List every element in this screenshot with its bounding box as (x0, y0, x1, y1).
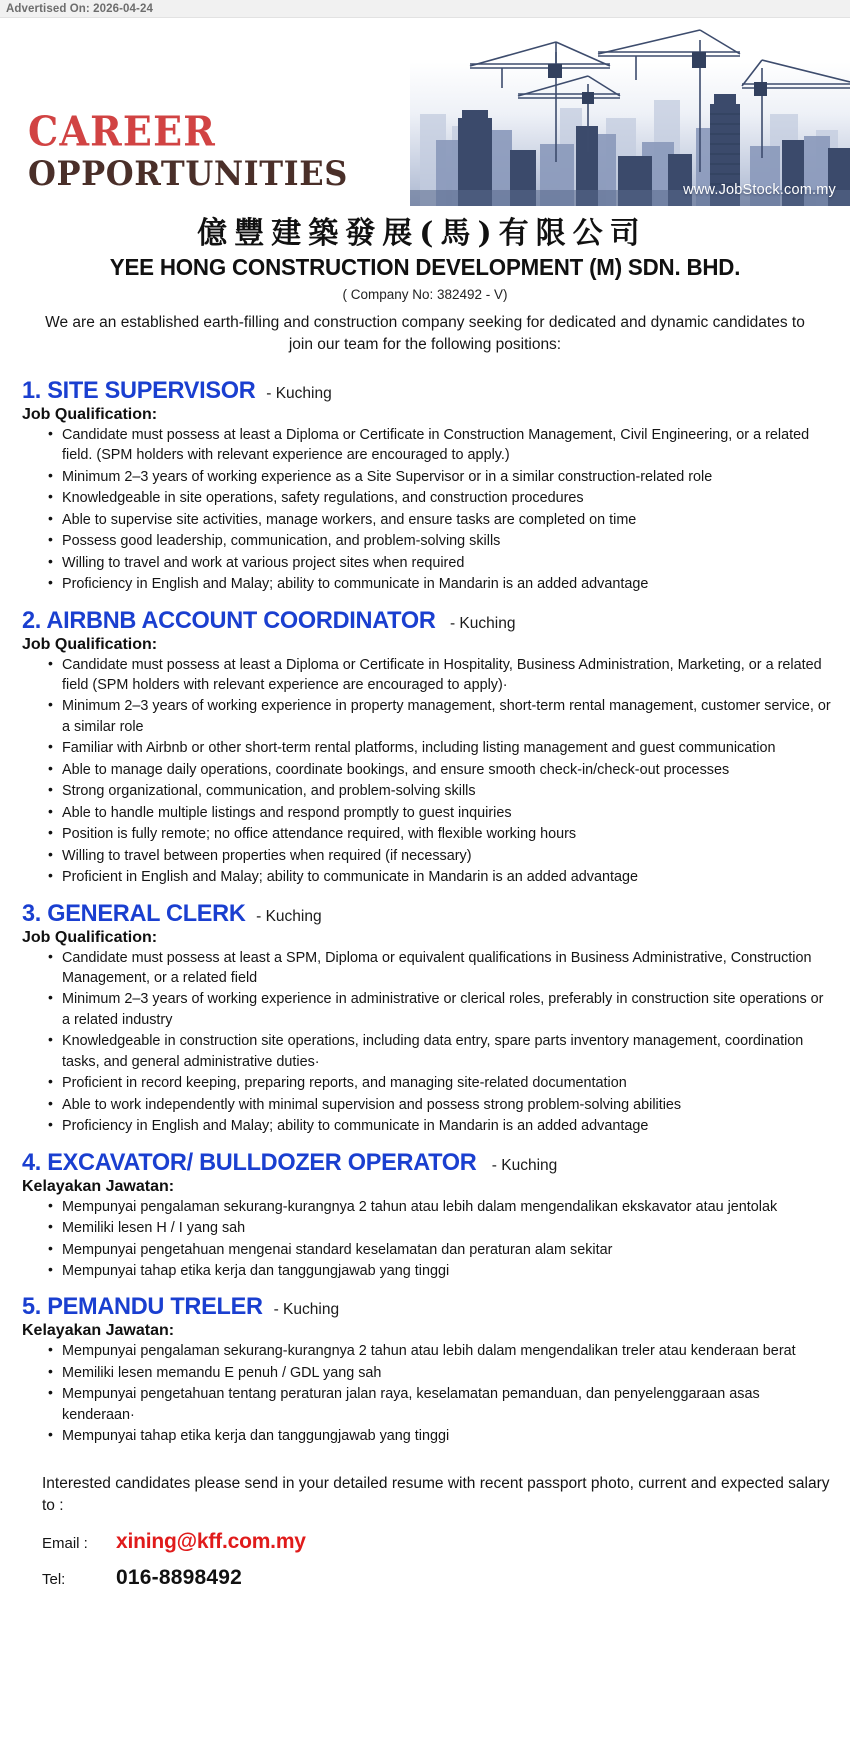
job-title-row (22, 1293, 832, 1321)
apply-note: Interested candidates please send in your detailed resume with recent passport photo, current and expected salary to : (42, 1474, 830, 1515)
job-listings (0, 377, 850, 1447)
company-name-english: YEE HONG CONSTRUCTION DEVELOPMENT (M) SDN. BHD. (109, 254, 741, 280)
job-location: - Kuching (491, 1156, 558, 1174)
qualification-label: Job Qualification: (22, 928, 158, 946)
qualification-label: Job Qualification: (22, 635, 158, 653)
qualification-item: • Candidate must possess at least a Diploma or Certificate in Construction Management, Civil Engineering, or a related field. (SPM holders with relevant experience are encouraged to apply.) (48, 425, 832, 466)
advertised-on-text: Advertised On: 2026-04-24 (6, 2, 153, 15)
job-title: 2. AIRBNB ACCOUNT COORDINATOR (22, 606, 436, 634)
job-location: - Kuching (266, 384, 332, 402)
career-opportunities-title (28, 106, 348, 194)
job-listing (22, 377, 832, 595)
qualification-item: • Mempunyai tahap etika kerja dan tanggungjawab yang tinggi (48, 1426, 832, 1446)
cityscape-image (410, 22, 850, 206)
qualification-list (22, 425, 832, 595)
job-title-row (22, 1149, 832, 1177)
telephone-number[interactable]: 016-8898492 (116, 1565, 242, 1589)
qualification-item: • Able to work independently with minimal supervision and possess strong problem-solving abilities (48, 1095, 832, 1115)
qualification-item: • Willing to travel between properties when required (if necessary) (48, 846, 832, 866)
job-title: 5. PEMANDU TRELER (22, 1293, 263, 1321)
job-listing (22, 1293, 832, 1446)
qualification-item: • Memiliki lesen memandu E penuh / GDL yang sah (48, 1363, 832, 1383)
email-address[interactable]: xining@kff.com.my (116, 1529, 306, 1553)
qualification-item: • Able to manage daily operations, coordinate bookings, and ensure smooth check-in/check-out processes (48, 760, 832, 780)
application-instructions (0, 1473, 850, 1590)
job-location: - Kuching (449, 614, 516, 632)
job-location: - Kuching (273, 1301, 340, 1319)
qualification-item: • Proficiency in English and Malay; ability to communicate in Mandarin is an added advantage (48, 574, 832, 594)
qualification-item: • Strong organizational, communication, and problem-solving skills (48, 781, 832, 801)
qualification-item: • Willing to travel and work at various project sites when required (48, 553, 832, 573)
qualification-item: • Possess good leadership, communication, and problem-solving skills (48, 531, 832, 551)
qualification-label: Kelayakan Jawatan: (22, 1177, 175, 1195)
qualification-list (22, 655, 832, 888)
qualification-item: • Knowledgeable in construction site operations, including data entry, spare parts inventory management, coordination tasks, and general administrative duties· (48, 1031, 832, 1072)
qualification-item: • Minimum 2–3 years of working experience as a Site Supervisor or in a similar construction-related role (48, 467, 832, 487)
job-listing (22, 1149, 832, 1282)
header-banner (0, 18, 850, 206)
qualification-item: • Mempunyai pengalaman sekurang-kurangnya 2 tahun atau lebih dalam mengendalikan ekskavator atau jentolak (48, 1197, 832, 1217)
job-title-row (22, 900, 832, 928)
qualification-list (22, 948, 832, 1137)
telephone-line (42, 1566, 832, 1590)
qualification-item: • Minimum 2–3 years of working experience in property management, short-term rental management, customer service, or a similar role (48, 696, 832, 737)
job-title-row (22, 377, 832, 405)
qualification-item: • Familiar with Airbnb or other short-term rental platforms, including listing management and guest communication (48, 738, 832, 758)
qualification-item: • Mempunyai pengalaman sekurang-kurangnya 2 tahun atau lebih dalam mengendalikan treler atau kenderaan berat (48, 1341, 832, 1361)
qualification-item: • Able to supervise site activities, manage workers, and ensure tasks are completed on time (48, 510, 832, 530)
email-line (42, 1530, 832, 1554)
qualification-item: • Proficiency in English and Malay; ability to communicate in Mandarin is an added advantage (48, 1116, 832, 1136)
qualification-label: Job Qualification: (22, 405, 158, 423)
company-identity (0, 208, 850, 357)
jobstock-website-url: www.JobStock.com.my (683, 182, 836, 198)
qualification-list (22, 1341, 832, 1446)
city-skyline-svg (410, 22, 850, 206)
qualification-item: • Position is fully remote; no office attendance required, with flexible working hours (48, 824, 832, 844)
company-registration-number: ( Company No: 382492 - V) (342, 287, 508, 302)
job-listing (22, 607, 832, 888)
qualification-list (22, 1197, 832, 1282)
job-title: 4. EXCAVATOR/ BULLDOZER OPERATOR (22, 1148, 477, 1176)
job-title: 1. SITE SUPERVISOR (22, 376, 256, 404)
company-intro-text: We are an established earth-filling and construction company seeking for dedicated and dynamic candidates to join our team for the following positions: (45, 314, 805, 354)
qualification-item: • Memiliki lesen H / I yang sah (48, 1218, 832, 1238)
telephone-label: Tel: (42, 1570, 66, 1588)
qualification-item: • Mempunyai pengetahuan mengenai standard keselamatan dan peraturan alam sekitar (48, 1240, 832, 1260)
qualification-item: • Proficient in English and Malay; ability to communicate in Mandarin is an added advantage (48, 867, 832, 887)
qualification-item: • Minimum 2–3 years of working experience in administrative or clerical roles, preferably in construction site operations or a related industry (48, 989, 832, 1030)
qualification-item: • Candidate must possess at least a Diploma or Certificate in Hospitality, Business Administration, Marketing, or a related field (SPM holders with relevant experience are encouraged to apply)· (48, 655, 832, 696)
job-title-row (22, 607, 832, 635)
email-label: Email : (42, 1534, 88, 1552)
qualification-item: • Mempunyai tahap etika kerja dan tanggungjawab yang tinggi (48, 1261, 832, 1281)
qualification-item: • Able to handle multiple listings and respond promptly to guest inquiries (48, 803, 832, 823)
career-word: CAREER (28, 106, 217, 156)
job-title: 3. GENERAL CLERK (22, 899, 246, 927)
qualification-item: • Knowledgeable in site operations, safety regulations, and construction procedures (48, 488, 832, 508)
qualification-label: Kelayakan Jawatan: (22, 1322, 175, 1340)
qualification-item: • Candidate must possess at least a SPM, Diploma or equivalent qualifications in Business Administrative, Construction Management, or a related field (48, 948, 832, 989)
opportunities-word: OPPORTUNITIES (28, 153, 348, 194)
company-name-chinese: 億豐建築發展(馬)有限公司 (197, 216, 647, 251)
qualification-item: • Proficient in record keeping, preparing reports, and managing site-related documentation (48, 1073, 832, 1093)
job-listing (22, 900, 832, 1137)
job-location: - Kuching (256, 907, 322, 925)
qualification-item: • Mempunyai pengetahuan tentang peraturan jalan raya, keselamatan pemanduan, dan penyelenggaraan asas kenderaan· (48, 1384, 832, 1425)
advertised-on-bar (0, 0, 850, 18)
